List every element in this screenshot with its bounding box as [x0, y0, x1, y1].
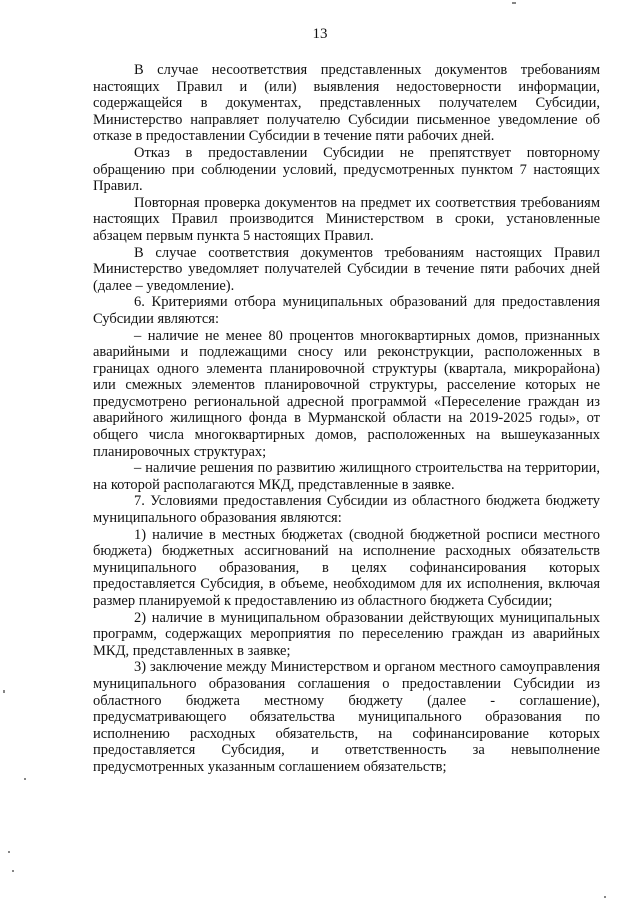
paragraph-compliance-notice: В случае соответствия документов требованиям настоящих Правил Министерство уведомляет получателей Субсидии в течение пяти рабочих дней (далее – уведомление). — [93, 244, 600, 294]
document-body — [93, 62, 600, 776]
scan-speck — [3, 690, 5, 693]
paragraph-condition-1: 1) наличие в местных бюджетах (сводной бюджетной росписи местного бюджета) бюджетных ассигнований на исполнение расходных обязательств муниципального образования, в целях софинансирования которых предоставляется Субсидия, в объеме, необходимом для их исполнения, включая размер планируемой к предоставлению из областного бюджета Субсидии; — [93, 526, 600, 609]
scan-speck — [604, 896, 606, 898]
scan-speck — [8, 851, 10, 853]
paragraph-section-7-heading: 7. Условиями предоставления Субсидии из областного бюджета бюджету муниципального образования являются: — [93, 493, 600, 527]
paragraph-criterion-2: – наличие решения по развитию жилищного строительства на территории, на которой располагаются МКД, представленные в заявке. — [93, 460, 600, 493]
scan-speck — [24, 778, 26, 780]
page-number: 13 — [312, 26, 328, 42]
paragraph-refusal-notice: В случае несоответствия представленных документов требованиям настоящих Правил и (или) выявления недостоверности информации, содержащейся в документах, представленных получателем Субсидии, Министерство направляет получателю Субсидии письменное уведомление об отказе в предоставлении Субсидии в течение пяти рабочих дней. — [93, 62, 600, 145]
paragraph-condition-2: 2) наличие в муниципальном образовании действующих муниципальных программ, содержащих мероприятия по переселению граждан из аварийных МКД, представленных в заявке; — [93, 609, 600, 659]
paragraph-repeat-application: Отказ в предоставлении Субсидии не препятствует повторному обращению при соблюдении условий, предусмотренных пунктом 7 настоящих Правил. — [93, 144, 600, 195]
scan-speck — [12, 870, 14, 872]
paragraph-repeat-check: Повторная проверка документов на предмет их соответствия требованиям настоящих Правил производится Министерством в сроки, установленные абзацем первым пункта 5 настоящих Правил. — [93, 194, 600, 244]
paragraph-condition-3: 3) заключение между Министерством и органом местного самоуправления муниципального образования соглашения о предоставлении Субсидии из областного бюджета местному бюджету (далее - соглашение), предусматривающего обязательства муниципального образования по исполнению расходных обязательств, на софинансирование которых предоставляется Субсидия, и ответственность за невыполнение предусмотренных указанным соглашением обязательств; — [93, 659, 600, 775]
paragraph-section-6-heading: 6. Критериями отбора муниципальных образований для предоставления Субсидии являются: — [93, 294, 600, 327]
paragraph-criterion-1: – наличие не менее 80 процентов многоквартирных домов, признанных аварийными и подлежащими сносу или реконструкции, расположенных в границах одного элемента планировочной структуры (квартала, микрорайона) или смежных элементов планировочной структуры, расселение которых не предусмотрено региональной адресной программой «Переселение граждан из аварийного жилищного фонда в Мурманской области на 2019-2025 годы», от общего числа многоквартирных домов, расположенных на вышеуказанных планировочных структурах; — [93, 327, 600, 460]
scan-speck — [512, 2, 516, 4]
